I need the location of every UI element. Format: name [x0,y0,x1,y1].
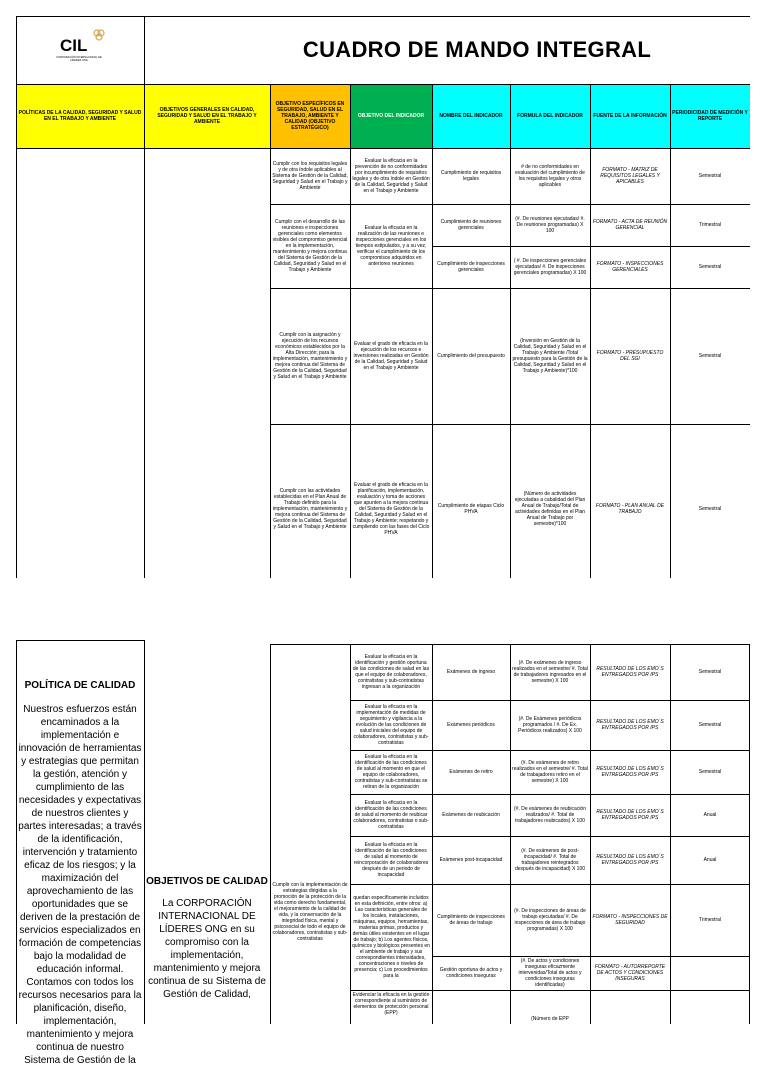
header-nombre-indicador: NOMBRE DEL INDICADOR [432,84,510,148]
p2-row6-fuente: FORMATO - INSPECCIONES DE SEGURIDAD [592,914,668,926]
p2-row7-periodicidad [670,956,750,990]
p2-row4-periodicidad: Anual [703,812,717,818]
p1-row3-fuente: FORMATO - INSPECCIONES GERENCIALES [596,261,664,273]
p1-row5-fuente: FORMATO - PLAN ANUAL DE TRABAJO [595,503,665,515]
p2-row7-formula: (#. De actos y condiciones inseguras eficazmente intervenidas/Total de actos y condiciones inseguras identificadas) [518,958,582,988]
p2-row5-fuente: RESULTADO DE LOS EMO´S ENTREGADOS POR IPS [596,854,664,866]
p1-row4-fuente: FORMATO - PRESUPUESTO DEL SGI [596,350,664,362]
politica-calidad [16,640,144,1066]
p1-row4-nombre: Cumplimiento del presupuesto [437,353,505,359]
logo-subtitle: CORPORACIÓN INTERNACIONAL DE LÍDERES ONG [56,56,102,63]
p1-row3-nombre: Cumplimiento de inspecciones gerenciales [437,261,505,273]
header-objetivo-indicador: OBJETIVO DEL INDICADOR [350,84,432,148]
p2-row2-formula: (#. De Exámenes periódicos programados / #. De Ex. Periódicos realizados) X 100 [518,716,582,734]
header-politicas: POLÍTICAS DE LA CALIDAD, SEGURIDAD Y SALUD EN EL TRABAJO Y AMBIENTE [16,84,144,148]
p1-row4-formula: (Inversión en Gestión de la Calidad, Seguridad y Salud en el Trabajo y Ambiente /Total presupuesto para la Gestión de la Calidad, Seguridad y Salud en el Trabajo y Ambiente)*100 [512,338,588,374]
p1-row1-objetivo: Evaluar la eficacia en la prevención de no conformidades por incumplimiento de requisitos legales y de otra índole en Gestión de la Calidad, Seguridad y Salud en el Trabajo y Ambiente [352,158,430,194]
p1-row1-nombre: Cumplimiento de requisitos legales [440,170,502,182]
p1-row2-nombre: Cumplimiento de reuniones gerenciales [440,219,502,231]
p2-row3-periodicidad: Semestral [698,769,722,775]
p2-row6-periodicidad: Trimestral [698,917,722,923]
objetivos-title: OBJETIVOS DE CALIDAD [146,876,268,887]
p2-row8-formula: (Número de EPP [531,1016,569,1022]
politica-text: Nuestros esfuerzos están encaminados a la implementación e innovación de herramientas y estrategias que permitan la gestión, atención y cumplimiento de las necesidades y expectativas de nuestros clientes y partes interesadas; a través de la identificación, intervención y tratamiento eficaz de los riesgos; y la maximización del aprovechamiento de las oportunidades que se deriven de la prestación de servicios especializados en formación de competencias bajo la modalidad de educación informal. Contamos con todos los recursos necesarios para la planificación, diseño, implementación, mantenimiento y mejora continua de nuestro Sistema de Gestión de la [18,704,142,1066]
p2-row1-nombre: Exámenes de ingreso [446,669,496,675]
header-objetivos-generales: OBJETIVOS GENERALES EN CALIDAD, SEGURIDAD Y SALUD EN EL TRABAJO Y AMBIENTE [144,84,270,148]
p2-especifico: Cumplir con la implementación de estrategias dirigidas a la promoción de la protección de la vida como derecho fundamental, el mejoramiento de la calidad de vida, y la conservación de la integridad física, mental y psicosocial de todo el equipo de colaboradores, contratistas y sub-contratistas [272,882,348,942]
page-2 [16,640,750,1066]
p1-row5-formula: (Número de actividades ejecutadas a cabalidad del Plan Anual de Trabajo/Total de actividades definidas en el Plan Anual de Trabajo por semestre)*100 [514,491,586,527]
p2-row5-formula: (#. De exámenes de post-incapacidad/ #. Total de trabajadores reintegrados después de incapacidad) X 100 [514,848,586,872]
p2-row3-fuente: RESULTADO DE LOS EMO´S ENTREGADOS POR IPS [596,766,664,778]
p1-row2-objetivo: Evaluar la eficacia en la realización de las reuniones e inspecciones gerenciales en los tiempos estipulados, y a su vez, verificar el cumplimiento de los compromisos adquiridos en anteriores reuniones [355,225,427,267]
header-formula-indicador: FORMULA DEL INDICADOR [510,84,590,148]
logo [16,16,144,84]
header-periodicidad: PERIODICIDAD DE MEDICIÓN Y REPORTE [670,84,750,148]
p1-row5-periodicidad: Semestral [698,506,722,512]
p1-row2-especifico: Cumplir con el desarrollo de las reuniones e inspecciones gerenciales como elementos visibles del compromiso gerencial en la implementación, mantenimiento y mejora continua del Sistema de Gestión de la Calidad, Seguridad y Salud en el Trabajo y Ambiente [272,219,348,273]
p2-row5-objetivo: Evaluar la eficacia en la identificación de las condiciones de salud al momento de reincorporación de colaboradores después de un periodo de incapacidad [353,842,429,878]
p1-row4-especifico: Cumplir con la asignación y ejecución de los recursos económicos establecidos por la Alta Dirección; para la implementación, mantenimiento y mejora continua del Sistema de Gestión de la Calidad, Seguridad y Salud en el Trabajo y Ambiente [272,332,348,380]
p2-row8-objetivo: Evidenciar la eficacia en la gestión correspondiente al suministro de elementos de protección personal (EPP) [352,992,430,1016]
p2-row1-fuente: RESULTADO DE LOS EMO´S ENTREGADOS POR IPS [596,666,664,678]
p1-row1-fuente: FORMATO - MATRIZ DE REQUISITOS LEGALES Y APICABLES [600,167,660,185]
p2-row2-objetivo: Evaluar la eficacia en la implementación de medidas de seguimiento y vigilancia a la evolución de las condiciones de salud iniciales del equipo de colaboradores, contratistas y sub-contratistas [353,704,429,746]
p1-row4-objetivo: Evaluar el grado de eficacia en la ejecución de los recursos e inversiones realizadas en Gestión de la Calidad, Seguridad y Salud en el Trabajo y Ambiente [353,341,429,371]
p2-row4-formula: (#. De exámenes de reubicación realizados/ #. Total de trabajadores reubicados) X 100 [514,806,586,824]
p2-row1-objetivo: Evaluar la eficacia en la identificación y gestión oportuna de las condiciones de salud en las que el equipo de colaboradores, contratistas y sub-contratistas ingresan a la organización [352,654,430,690]
p1-row4-periodicidad: Semestral [698,353,722,359]
p2-row3-nombre: Exámenes de retiro [449,769,493,775]
p2-row7-fuente: FORMATO - AUTORREPORTE DE ACTOS Y CONDICIONES INSEGURAS [594,964,666,982]
p2-row6-objetivo: quedan específicamente incluidos en esta definición, entre otros: a) Las características generales de los locales, instalaciones, máquinas, equipos, herramientas, materias primas, productos y demás útiles existentes en el lugar de trabajo; b) Los agentes físicos, químicos y biológicos presentes en el ambiente de trabajo y sus correspondientes intensidades, concentraciones o niveles de presencia; c) Los procedimientos para la [352,895,430,979]
page-1 [16,16,750,578]
p2-row4-fuente: RESULTADO DE LOS EMO´S ENTREGADOS POR IPS [596,809,664,821]
p1-row1-periodicidad: Semestral [698,173,722,179]
logo-flower-icon [92,28,106,42]
logo-name: CIL [60,36,88,55]
politica-title: POLÍTICA DE CALIDAD [24,680,136,691]
p2-row2-fuente: RESULTADO DE LOS EMO´S ENTREGADOS POR IPS [596,719,664,731]
header-objetivos-especificos: OBJETIVO ESPECÍFICOS EN SEGURIDAD, SALUD EN EL TRABAJO, AMBIENTE Y CALIDAD (OBJETIVO ESTRATÉGICO) [270,84,350,148]
p2-row8-periodicidad [670,990,750,1024]
p1-row2-fuente: FORMATO - ACTA DE REUNIÓN GERENCIAL [592,219,668,231]
p2-row4-objetivo: Evaluar la eficacia en la identificación de las condiciones de salud al momento de reubicar colaboradores, contratistas o sub-contratistas [353,800,429,830]
p1-row5-nombre: Cumplimiento de etapas Ciclo PHVA [437,503,505,515]
p1-row5-especifico: Cumplir con las actividades establecidas en el Plan Anual de Trabajo definido para la implementación, mantenimiento y mejora continua del Sistema de Gestión de la Calidad, Seguridad y Salud en el Trabajo y Ambiente [272,488,348,530]
page-title: CUADRO DE MANDO INTEGRAL [302,37,652,62]
p1-row5-objetivo: Evaluar el grado de eficacia en la planificación, implementación, evaluación y toma de acciones que apunten a la mejora continua del Sistema de Gestión de la Calidad, Seguridad y Salud en el Trabajo y Ambiente; respetando y cumpliendo con las fases del Ciclo PHVA [352,482,430,536]
p1-row3-formula: ( #. De inspecciones gerenciales ejecutadas/ #. De inspecciones gerenciales programadas) X 100 [513,258,587,276]
p2-row8-nombre [432,990,510,1024]
header-fuente: FUENTE DE LA INFORMACIÓN [590,84,670,148]
p1-row2-formula: (#. De reuniones ejecutadas/ #. De reuniones programadas) X 100 [515,216,585,234]
p1-row1-formula: # de no conformidades en evaluación del cumplimiento de los requisitos legales y otros aplicables [515,164,585,188]
p2-row8-fuente [590,990,670,1024]
p2-row5-nombre: Exámenes post-incapacidad [439,857,503,863]
p2-row7-nombre: Gestión oportuna de actos y condiciones inseguras [439,967,503,979]
p2-row3-formula: (#. De exámenes de retiro realizados en el semestre/ #. Total de trabajadores retiro en el semestre) X 100 [512,760,588,784]
objetivos-calidad [144,640,270,1024]
p1-row1-especifico: Cumplir con los requisitos legales y de otra índole aplicables al Sistema de Gestión de la Calidad, Seguridad y Salud en el Trabajo y Ambiente [272,161,348,191]
p2-row2-nombre: Exámenes periódicos [447,722,495,728]
p1-row3-periodicidad: Semestral [698,264,722,270]
p2-row6-nombre: Cumplimiento de inspecciones de áreas de trabajo [437,914,505,926]
p1-row2-periodicidad: Trimestral [698,222,722,228]
p2-row6-formula: (#. De inspecciones de áreas de trabajo ejecutadas/ #. De inspecciones de área de trabajo programadas) X 100 [514,908,586,932]
p2-row1-periodicidad: Semestral [698,669,722,675]
objetivos-text: La CORPORACIÓN INTERNACIONAL DE LÍDERES ONG en su compromiso con la implementación, mantenimiento y mejora continua de su Sistema de Gestión de Calidad, [148,898,266,1000]
p2-row2-periodicidad: Semestral [698,722,722,728]
p2-row4-nombre: Exámenes de reubicación [442,812,500,818]
p2-row1-formula: (#. De exámenes de ingreso realizados en el semestre/ #. Total de trabajadores ingresados en el semestre) X 100 [512,660,588,684]
p2-row5-periodicidad: Anual [703,857,717,863]
p2-row3-objetivo: Evaluar la eficacia en la identificación de las condiciones de salud al momento en que el equipo de colaboradores, contratistas y sub-contratistas se retiran de la organización [354,754,428,790]
